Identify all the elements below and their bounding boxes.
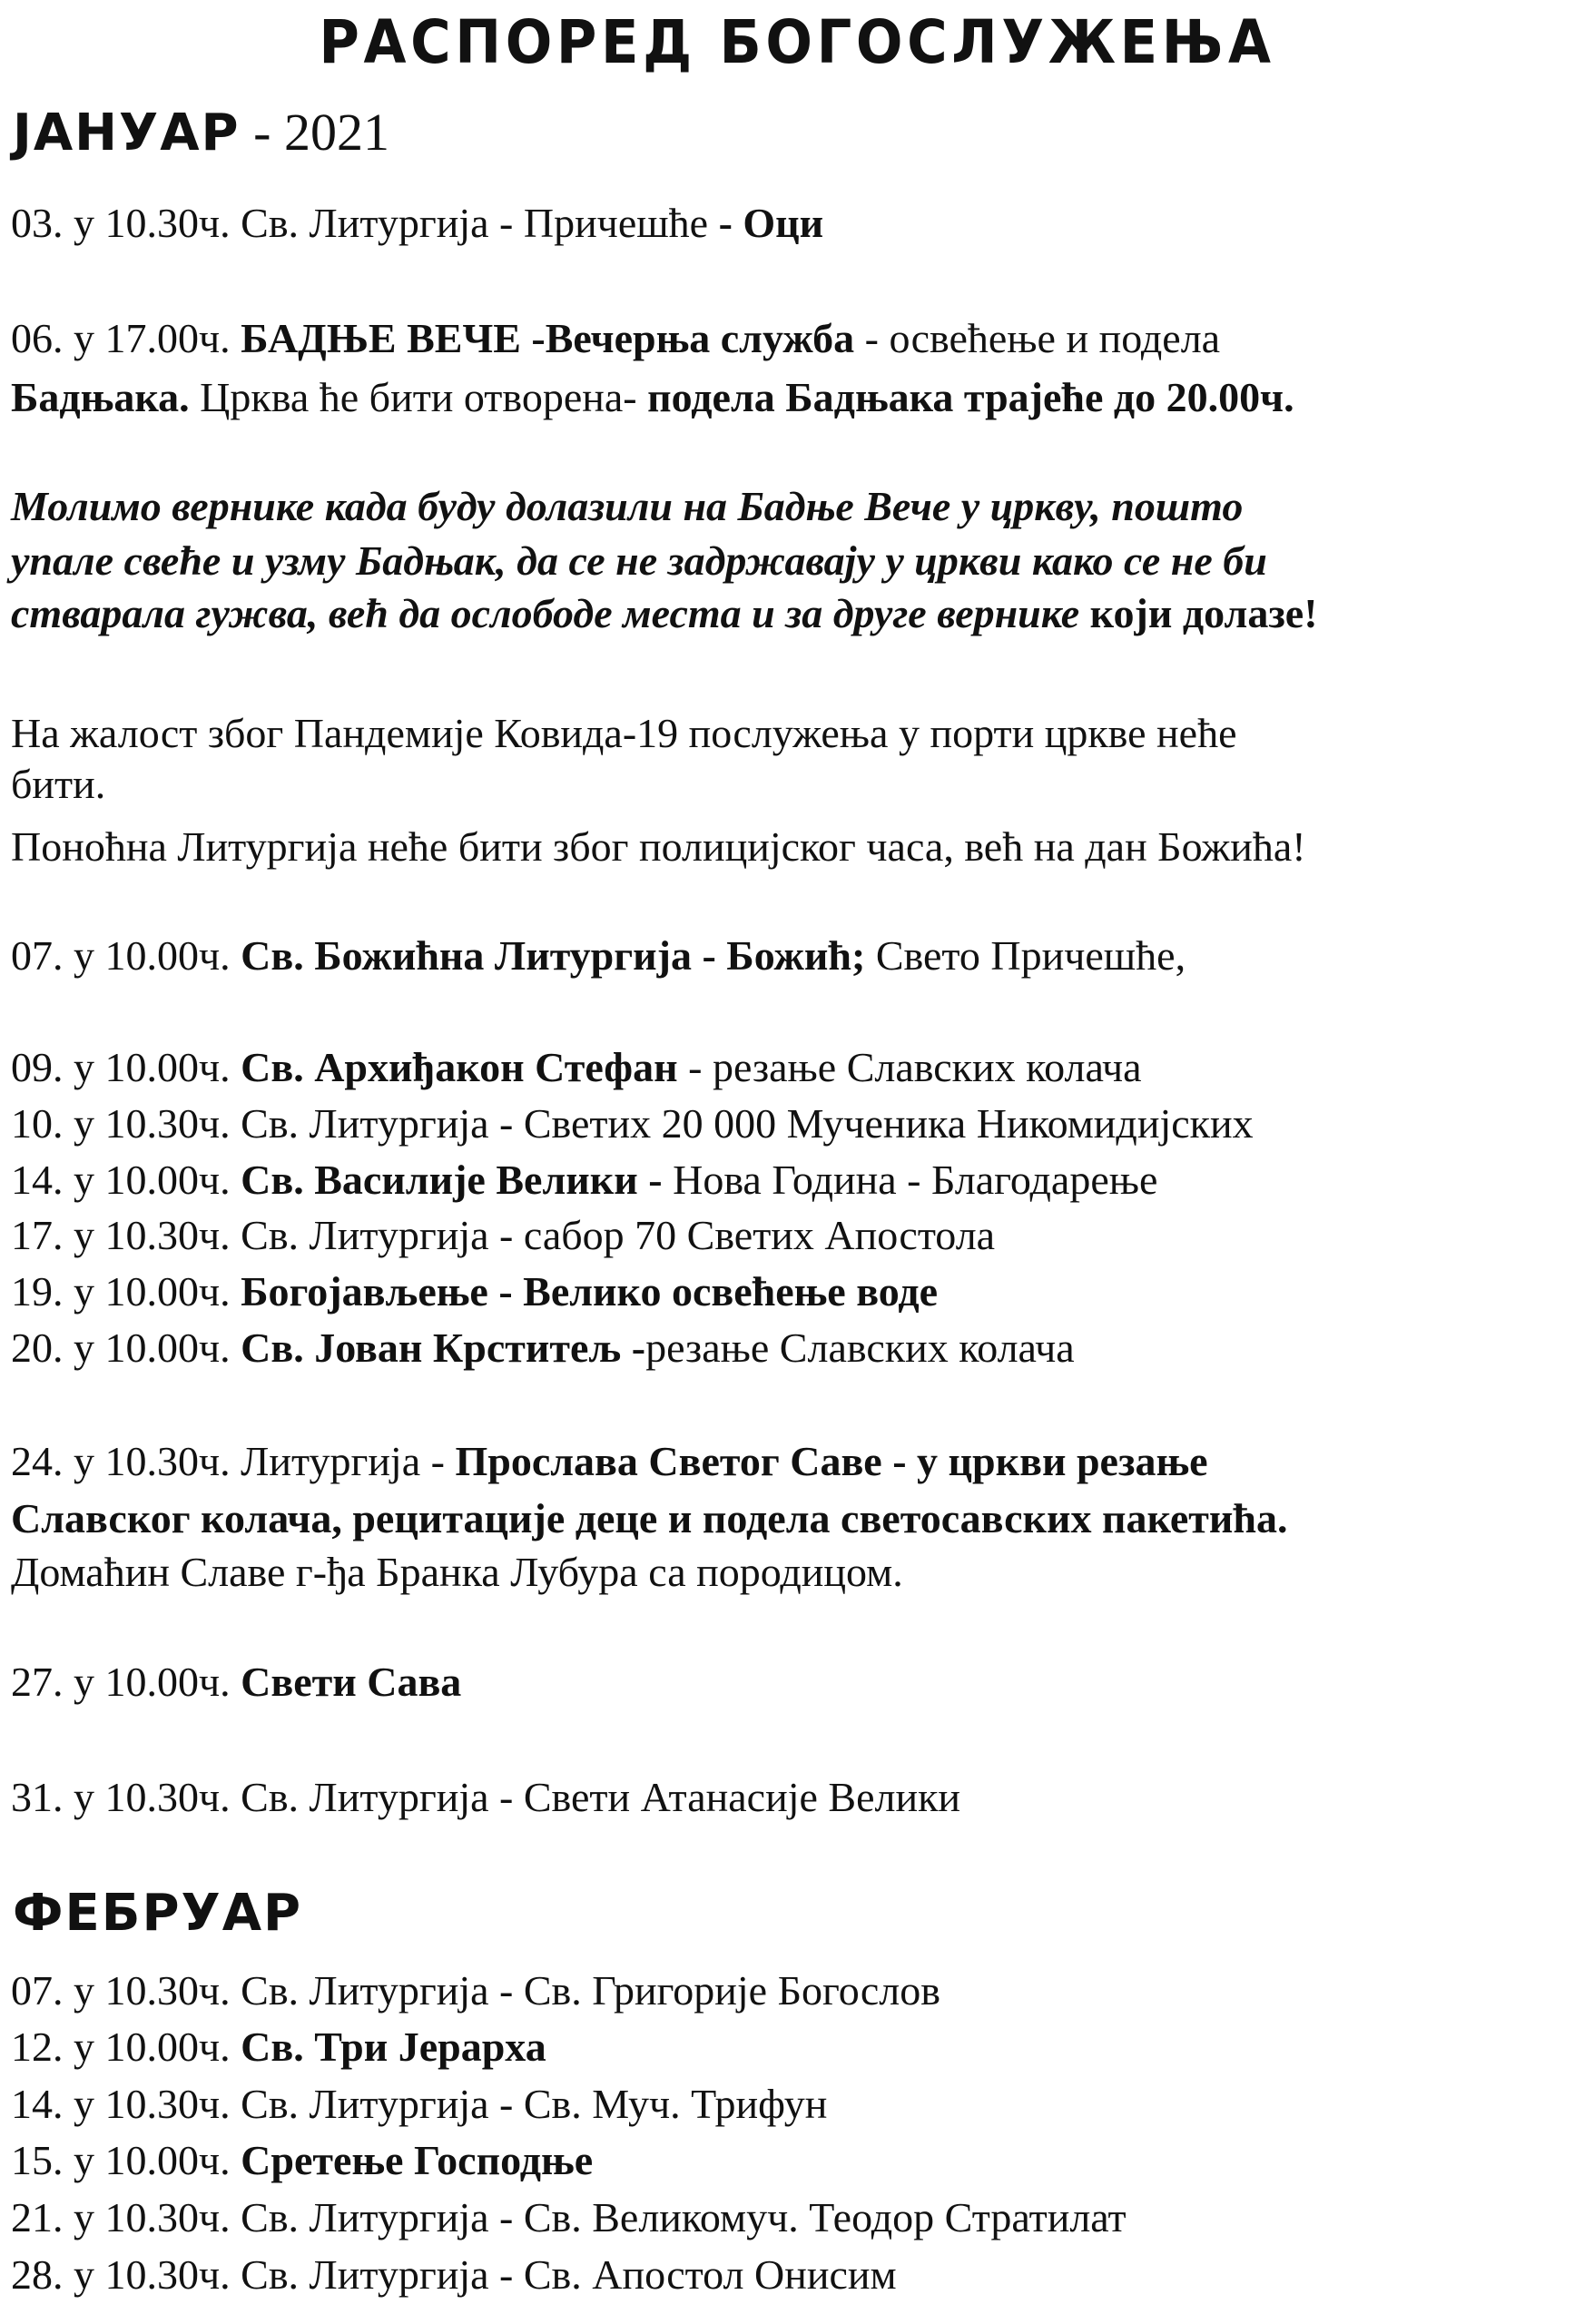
info-line: бити. xyxy=(11,761,106,807)
schedule-line: 20. у 10.00ч. Св. Јован Крститељ -резање Славских колача xyxy=(11,1324,1075,1371)
schedule-line: 07. у 10.00ч. Св. Божићна Литургија - Божић; Свето Причешће, xyxy=(11,932,1186,979)
schedule-line: 14. у 10.00ч. Св. Василије Велики - Нова Година - Благодарење xyxy=(11,1157,1158,1203)
schedule-line: 21. у 10.30ч. Св. Литургија - Св. Великомуч. Теодор Стратилат xyxy=(11,2194,1127,2240)
schedule-line: 09. у 10.00ч. Св. Архиђакон Стефан - резање Славских колача xyxy=(11,1044,1142,1090)
info-line: На жалост због Пандемије Ковида-19 послужења у порти цркве неће xyxy=(11,710,1237,756)
schedule-line: 24. у 10.30ч. Литургија - Прослава Светог Саве - у цркви резање xyxy=(11,1438,1208,1484)
schedule-line: 19. у 10.00ч. Богојављење - Велико освећење воде xyxy=(11,1268,939,1315)
notice-line: Молимо вернике када буду долазили на Бадње Вече у цркву, пошто xyxy=(11,483,1244,529)
notice-line: упале свеће и узму Бадњак, да се не задржавају у цркви како се не би xyxy=(11,537,1267,584)
schedule-line: 06. у 17.00ч. БАДЊЕ ВЕЧЕ -Вечерња служба - освећење и подела xyxy=(11,315,1221,361)
schedule-line: 28. у 10.30ч. Св. Литургија - Св. Апостол Онисим xyxy=(11,2251,897,2298)
info-line: Поноћна Литургија неће бити због полицијског часа, већ на дан Божића! xyxy=(11,823,1306,870)
month-heading-february: ФЕБРУАР xyxy=(13,1884,303,1943)
month-name: ЈАНУАР xyxy=(13,103,241,162)
schedule-line: Домаћин Славе г-ђа Бранка Лубура са породицом. xyxy=(11,1549,903,1595)
schedule-line: 07. у 10.30ч. Св. Литургија - Св. Григорије Богослов xyxy=(11,1967,940,2014)
page-title: РАСПОРЕД БОГОСЛУЖЕЊА xyxy=(319,7,1275,77)
notice-line: стварала гужва, већ да ослободе места и за друге вернике који долазе! xyxy=(11,590,1318,636)
year-separator: - xyxy=(240,103,284,162)
schedule-line: 31. у 10.30ч. Св. Литургија - Свети Атанасије Велики xyxy=(11,1774,961,1820)
schedule-line: 14. у 10.30ч. Св. Литургија - Св. Муч. Трифун xyxy=(11,2081,828,2127)
schedule-line: 12. у 10.00ч. Св. Три Јерарха xyxy=(11,2024,546,2070)
schedule-line: 17. у 10.30ч. Св. Литургија - сабор 70 Светих Апостола xyxy=(11,1212,996,1258)
schedule-line: 15. у 10.00ч. Сретење Господње xyxy=(11,2137,594,2183)
schedule-line: 03. у 10.30ч. Св. Литургија - Причешће - Оци xyxy=(11,200,824,246)
schedule-line: Бадњака. Црква ће бити отворена- подела Бадњака трајеће до 20.00ч. xyxy=(11,374,1294,420)
year: 2021 xyxy=(283,103,389,162)
schedule-line: Славског колача, рецитације деце и подела светосавских пакетића. xyxy=(11,1495,1288,1541)
month-heading-january xyxy=(13,102,389,162)
schedule-line: 10. у 10.30ч. Св. Литургија - Светих 20 000 Мученика Никомидијских xyxy=(11,1100,1254,1147)
schedule-line: 27. у 10.00ч. Свети Сава xyxy=(11,1659,462,1705)
